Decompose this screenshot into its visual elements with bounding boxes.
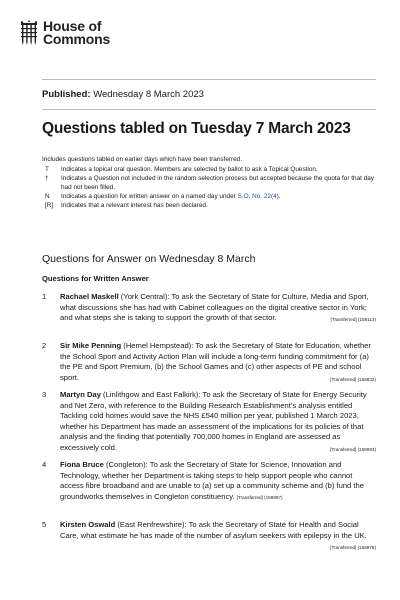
question-reference: [Transferred] (158978): [330, 545, 376, 551]
question-text: To ask the Secretary of State for Energy Security and Net Zero, with reference to the Building Research Establishment's analysis entitled Tackling cold homes would save the NHS £540 million per year, published 1 March 2023, whether his Department has made an assessment of the implications for its policies of that analysis and the finding that potentially 700,000 homes in England are assessed as excessively cold.: [60, 390, 367, 452]
question-text: To ask the Secretary of State for Culture, Media and Sport, what discussions she has had with Cabinet colleagues on the digital creative sector in York; and what steps she is taking to support the growth of that sector.: [60, 292, 369, 323]
constituency: (York Central):: [118, 292, 170, 301]
legend-row: [42, 201, 376, 210]
question-item: [42, 390, 376, 456]
legend-row: [42, 174, 376, 192]
constituency: (Hemel Hempstead):: [121, 341, 194, 350]
question-item: [42, 520, 376, 554]
logo-line-1: House of: [43, 18, 102, 34]
legend-symbol: †: [45, 175, 49, 182]
question-number: 5: [42, 520, 47, 529]
divider: [42, 109, 376, 110]
question-number: 1: [42, 292, 47, 301]
legend-row: [42, 192, 376, 201]
member-name: Kirsten Oswald: [60, 520, 116, 529]
page-title: Questions tabled on Tuesday 7 March 2023: [42, 120, 351, 137]
question-item: [42, 341, 376, 385]
question-reference: [Transferred] (158887): [236, 494, 283, 500]
question-number: 2: [42, 341, 47, 350]
legend: [42, 165, 376, 210]
published-line: [42, 89, 204, 100]
constituency: (East Renfrewshire):: [115, 520, 187, 529]
question-reference: [Transferred] (159113): [330, 317, 376, 323]
question-text: To ask the Secretary of State for Health and Social Care, what estimate he has made of the number of asylum seekers with epilepsy in the UK.: [60, 520, 367, 540]
question-number: 3: [42, 390, 47, 399]
legend-text-end: .: [278, 193, 281, 200]
portcullis-icon: [18, 20, 40, 46]
member-name: Fiona Bruce: [60, 460, 104, 469]
question-item: [42, 460, 376, 503]
member-name: Sir Mike Penning: [60, 341, 122, 350]
question-item: [42, 292, 376, 326]
question-text: To ask the Secretary of State for Education, whether the School Sport and Activity Action Plan will include a long-term funding commitment for (a) the PE and Sport Premium, (b) the School Games and (c) other aspects of PE and school sport.: [60, 341, 371, 382]
standing-order-link[interactable]: S.O. No. 22(4): [237, 193, 279, 200]
legend-symbol: N: [45, 193, 50, 200]
legend-text: Indicates that a relevant interest has been declared.: [61, 202, 208, 209]
legend-row: [42, 165, 376, 174]
subsection-title: Questions for Written Answer: [42, 274, 149, 283]
question-number: 4: [42, 460, 47, 469]
logo-line-2: Commons: [43, 31, 111, 47]
divider: [42, 79, 376, 80]
question-text: To ask the Secretary of State for Science, Innovation and Technology, whether her Department is taking steps to help support people who cannot access fibre broadband and are unable to (a) set up a community scheme and (b) fund the groundworks themselves in Congleton constituency.: [60, 460, 364, 501]
house-of-commons-logo: [18, 20, 110, 46]
published-label: Published:: [42, 89, 91, 100]
constituency: (Congleton):: [103, 460, 148, 469]
published-date: Wednesday 8 March 2023: [93, 89, 204, 100]
member-name: Rachael Maskell: [60, 292, 119, 301]
section-title: Questions for Answer on Wednesday 8 March: [42, 253, 256, 265]
legend-symbol: [R]: [45, 202, 54, 209]
question-reference: [Transferred] (159083): [330, 446, 376, 452]
question-reference: [Transferred] (158832): [330, 376, 376, 382]
legend-text: Indicates a topical oral question. Members are selected by ballot to ask a Topical Question.: [61, 166, 318, 173]
intro-text: Includes questions tabled on earlier days which have been transferred.: [42, 156, 243, 163]
legend-text: Indicates a Question not included in the random selection process but accepted because the quota for that day had not been filled.: [61, 175, 374, 191]
constituency: (Linlithgow and East Falkirk):: [100, 390, 201, 399]
legend-text: Indicates a question for written answer on a named day under: [61, 193, 238, 200]
member-name: Martyn Day: [60, 390, 101, 399]
legend-symbol: T: [45, 166, 49, 173]
